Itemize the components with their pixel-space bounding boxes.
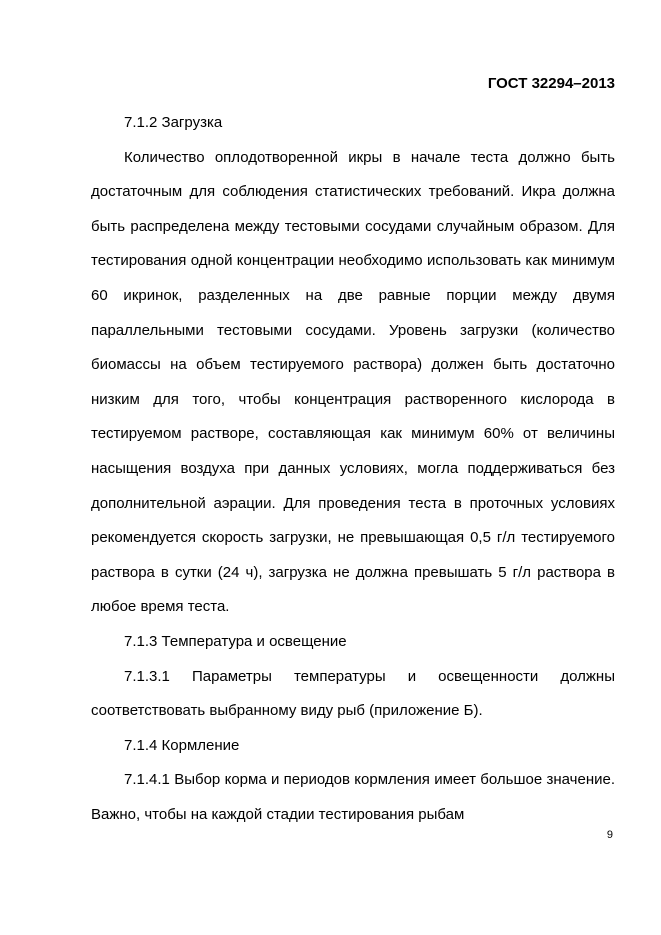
section-heading-temperature-lighting: 7.1.3 Температура и освещение xyxy=(124,632,347,650)
section-heading-feeding: 7.1.4 Кормление xyxy=(124,736,240,754)
paragraph-temperature-lighting: 7.1.3.1 Параметры температуры и освещенности должны соответствовать выбранному виду рыб (приложение Б). xyxy=(91,667,615,720)
paragraph-feeding: 7.1.4.1 Выбор корма и периодов кормления имеет большое значение. Важно, чтобы на каждой стадии тестирования рыбам xyxy=(91,771,615,823)
section-heading-loading: 7.1.2 Загрузка xyxy=(124,114,223,131)
document-code-header: ГОСТ 32294–2013 xyxy=(487,75,615,92)
document-body xyxy=(91,106,615,832)
paragraph-loading: Количество оплодотворенной икры в начале теста должно быть достаточным для соблюдения статистических требований. Икра должна быть распределена между тестовыми сосудами случайным образом. Для тестирования одной концентрации необходимо использовать как минимум 60 икринок, разделенных на две равные порции между двумя параллельными тестовыми сосудами. Уровень загрузки (количество биомассы на объем тестируемого раствора) должен быть достаточно низким для того, чтобы концентрация растворенного кислорода в тестируемом растворе, составляющая как минимум 60% от величины насыщения воздуха при данных условиях, могла поддерживаться без дополнительной аэрации. Для проведения теста в проточных условиях рекомендуется скорость загрузки, не превышающая 0,5 г/л тестируемого раствора в сутки (24 ч), загрузка не должна превышать 5 г/л раствора в любое время теста. xyxy=(91,148,615,616)
page-number: 9 xyxy=(606,829,613,841)
